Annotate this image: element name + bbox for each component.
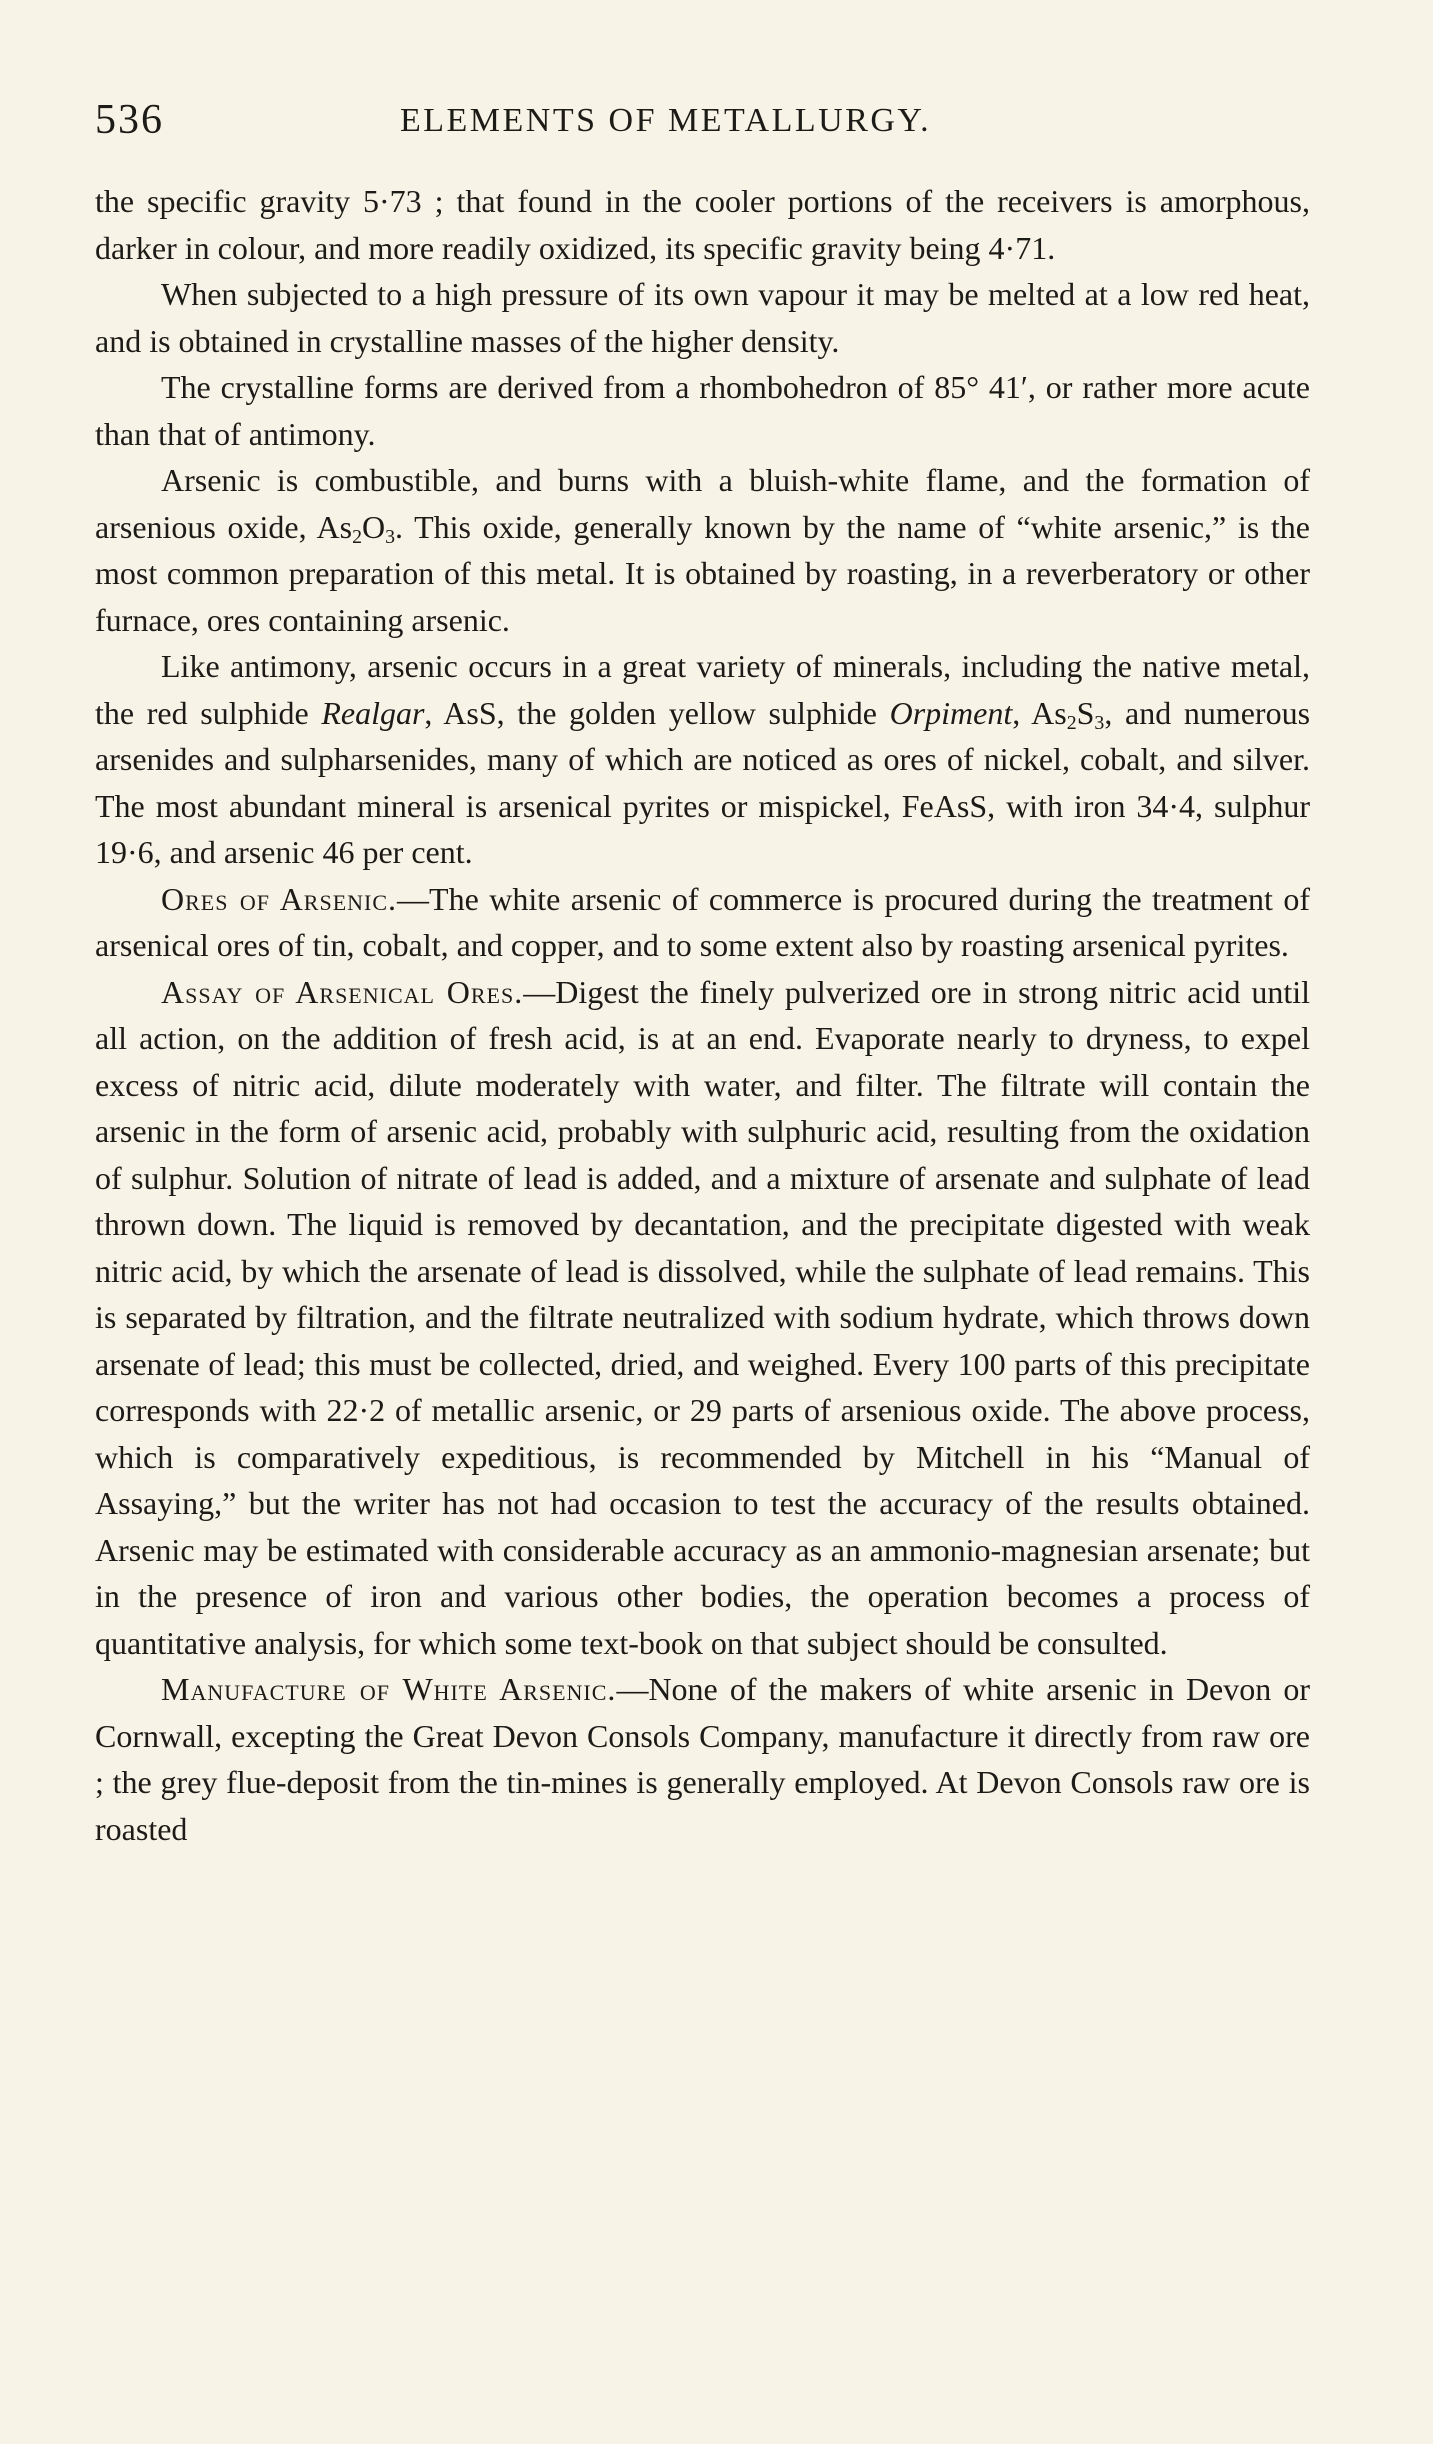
subscript: 3 (385, 525, 396, 548)
text-run: , and numerous arsenides and sulpharsenides, many of which are noticed as ores of nickel, cobalt, and silver. The most abundant mineral is arsenical pyrites or mispickel, FeAsS, with iron 34·4, sulphur 19·6, and arsenic 46 per cent. (95, 694, 1311, 870)
section-heading: Assay of Arsenical Ores. (161, 973, 524, 1010)
text-run: , AsS, the golden yellow sulphide (424, 694, 890, 731)
text-run: —None of the makers of white arsenic in Devon or Cornwall, excepting the Great Devon Consols Company, manufacture it directly from raw ore ; the grey flue-deposit from the tin-mines is generally employed. At Devon Consols raw ore is roasted (95, 1671, 1311, 1847)
section-heading: Manufacture of White Arsenic. (161, 1671, 617, 1707)
text-run: O (361, 508, 386, 545)
text-run: S (1076, 694, 1095, 731)
subscript: 2 (1066, 711, 1077, 734)
page-number: 536 (95, 97, 164, 143)
subscript: 2 (352, 525, 362, 548)
paragraph-combustion (95, 457, 1310, 643)
text-run: Like antimony, arsenic occurs in a great variety of minerals, including the native metal, the red sulphide (95, 648, 1310, 731)
paragraph-minerals (95, 643, 1310, 876)
section-heading: Ores of Arsenic. (161, 880, 398, 917)
paragraph-ores-of-arsenic (95, 876, 1310, 969)
text-run: —The white arsenic of commerce is procured during the treatment of arsenical ores of tin, cobalt, and copper, and to some extent also by roasting arsenical pyrites. (95, 880, 1310, 963)
paragraph-melting: When subjected to a high pressure of its own vapour it may be melted at a low red heat, and is obtained in crystalline masses of the higher density. (95, 276, 1310, 359)
paragraph-assay (95, 969, 1310, 1667)
text-run: , As (1012, 694, 1067, 731)
running-head: ELEMENTS OF METALLURGY. (400, 102, 932, 139)
paragraph-manufacture (95, 1666, 1310, 1852)
subscript: 3 (1094, 711, 1105, 734)
text-run: —Digest the finely pulverized ore in strong nitric acid until all action, on the addition of fresh acid, is at an end. Evaporate nearly to dryness, to expel excess of nitric acid, dilute moderately with water, and filter. The filtrate will contain the arsenic in the form of arsenic acid, probably with sulphuric acid, resulting from the oxidation of sulphur. Solution of nitrate of lead is added, and a mixture of arsenate and sulphate of lead thrown down. The liquid is removed by decantation, and the precipitate digested with weak nitric acid, by which the arsenate of lead is dissolved, while the sulphate of lead remains. This is separated by filtration, and the filtrate neutralized with sodium hydrate, which throws down arsenate of lead; this must be collected, dried, and weighed. Every 100 parts of this precipitate corresponds with 22·2 of metallic arsenic, or 29 parts of arsenious oxide. The above process, which is comparatively expeditious, is recommended by Mitchell in his “Manual of Assaying,” but the writer has not had occasion to test the accuracy of the results obtained. Arsenic may be estimated with considerable accuracy as an ammonio-magnesian arsenate; but in the presence of iron and various other bodies, the operation becomes a process of quantitative analysis, for which some text-book on that subject should be consulted. (95, 973, 1311, 1661)
text-run: . This oxide, generally known by the name of “white arsenic,” is the most common preparation of this metal. It is obtained by roasting, in a reverberatory or other furnace, ores containing arsenic. (95, 508, 1311, 638)
paragraph-specific-gravity: the specific gravity 5·73 ; that found in the cooler portions of the receivers is amorphous, darker in colour, and more readily oxidized, its specific gravity being 4·71. (95, 183, 1310, 266)
paragraph-crystalline-forms: The crystalline forms are derived from a rhombohedron of 85° 41′, or rather more acute than that of antimony. (95, 369, 1310, 452)
body-text (95, 178, 1310, 1852)
text-run: Arsenic is combustible, and burns with a bluish-white flame, and the formation of arsenious oxide, As (95, 462, 1310, 545)
mineral-name-realgar: Realgar (321, 694, 425, 731)
mineral-name-orpiment: Orpiment (889, 694, 1013, 731)
page-header (95, 96, 1310, 156)
